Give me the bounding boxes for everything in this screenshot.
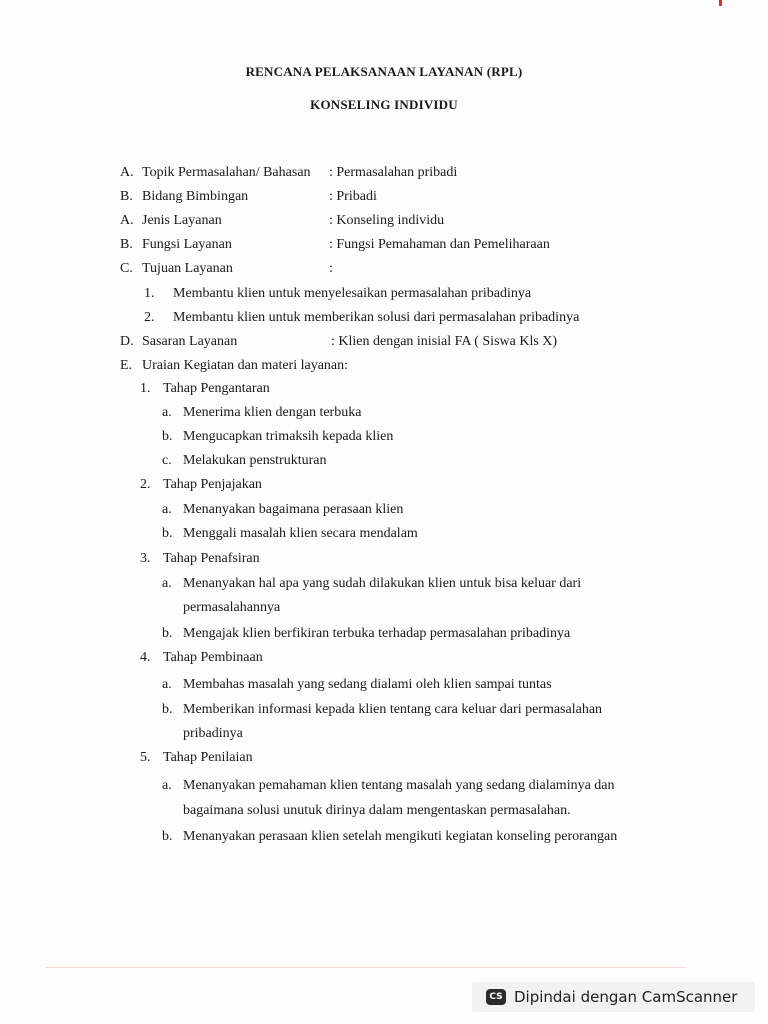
field-marker: B. (120, 189, 133, 204)
tahap-title: Tahap Penjajakan (163, 477, 262, 492)
item-letter: b. (162, 702, 173, 717)
item-letter: a. (162, 677, 172, 692)
field-label: Topik Permasalahan/ Bahasan (142, 165, 311, 180)
tahap-title: Tahap Pembinaan (163, 650, 263, 665)
field-value: : Fungsi Pemahaman dan Pemeliharaan (329, 237, 550, 252)
item-letter: a. (162, 576, 172, 591)
field-value: : Konseling individu (329, 213, 445, 228)
item-letter: a. (162, 405, 172, 420)
item-text: Melakukan penstrukturan (183, 453, 327, 468)
field-value: : (329, 261, 333, 276)
field-value: : Pribadi (329, 189, 377, 204)
field-label: Bidang Bimbingan (142, 189, 249, 204)
tahap-number: 5. (140, 750, 151, 765)
item-letter: b. (162, 526, 173, 541)
tahap-number: 3. (140, 551, 151, 566)
document-subtitle: KONSELING INDIVIDU (310, 97, 458, 112)
item-text: Menanyakan bagaimana perasaan klien (183, 502, 404, 517)
watermark-text: Dipindai dengan CamScanner (514, 988, 738, 1006)
tahap-title: Tahap Pengantaran (163, 381, 270, 396)
uraian-label: Uraian Kegiatan dan materi layanan: (142, 358, 349, 373)
tahap-number: 2. (140, 477, 151, 492)
tujuan-number: 2. (144, 310, 155, 325)
tujuan-text: Membantu klien untuk menyelesaikan permasalahan pribadinya (173, 286, 532, 301)
tujuan-text: Membantu klien untuk memberikan solusi dari permasalahan pribadinya (173, 310, 580, 325)
uraian-marker: E. (120, 358, 133, 373)
sasaran-marker: D. (120, 334, 134, 349)
item-letter: b. (162, 626, 173, 641)
tahap-title: Tahap Penilaian (163, 750, 253, 765)
field-label: Tujuan Layanan (142, 261, 233, 276)
document-title: RENCANA PELAKSANAAN LAYANAN (RPL) (245, 64, 523, 79)
field-marker: C. (120, 261, 133, 276)
field-label: Fungsi Layanan (142, 237, 232, 252)
page-bottom-line (46, 967, 686, 968)
field-label: Jenis Layanan (142, 213, 222, 228)
field-value: : Permasalahan pribadi (329, 165, 458, 180)
item-text: permasalahannya (183, 600, 281, 615)
item-text: Mengajak klien berfikiran terbuka terhadap permasalahan pribadinya (183, 626, 571, 641)
camscanner-icon: CS (486, 989, 506, 1005)
item-text: Membahas masalah yang sedang dialami oleh klien sampai tuntas (183, 677, 552, 692)
field-marker: A. (120, 213, 134, 228)
item-text: Memberikan informasi kepada klien tentang cara keluar dari permasalahan (183, 702, 603, 717)
field-marker: A. (120, 165, 134, 180)
item-letter: b. (162, 429, 173, 444)
tahap-number: 1. (140, 381, 151, 396)
item-letter: a. (162, 778, 172, 793)
item-text: pribadinya (183, 726, 243, 741)
item-text: Menggali masalah klien secara mendalam (183, 526, 418, 541)
tahap-title: Tahap Penafsiran (163, 551, 260, 566)
tahap-number: 4. (140, 650, 151, 665)
item-text: Mengucapkan trimaksih kepada klien (183, 429, 394, 444)
item-text: Menerima klien dengan terbuka (183, 405, 362, 420)
tujuan-number: 1. (144, 286, 155, 301)
item-letter: b. (162, 829, 173, 844)
item-letter: a. (162, 502, 172, 517)
field-marker: B. (120, 237, 133, 252)
sasaran-label: Sasaran Layanan (142, 334, 238, 349)
item-text: bagaimana solusi unutuk dirinya dalam mengentaskan permasalahan. (183, 803, 571, 818)
item-text: Menanyakan hal apa yang sudah dilakukan klien untuk bisa keluar dari (183, 576, 582, 591)
item-text: Menanyakan pemahaman klien tentang masalah yang sedang dialaminya dan (183, 778, 615, 793)
sasaran-value: : Klien dengan inisial FA ( Siswa Kls X) (331, 334, 558, 349)
camscanner-watermark (472, 982, 755, 1012)
item-letter: c. (162, 453, 172, 468)
edge-mark (719, 0, 722, 6)
item-text: Menanyakan perasaan klien setelah mengikuti kegiatan konseling perorangan (183, 829, 618, 844)
